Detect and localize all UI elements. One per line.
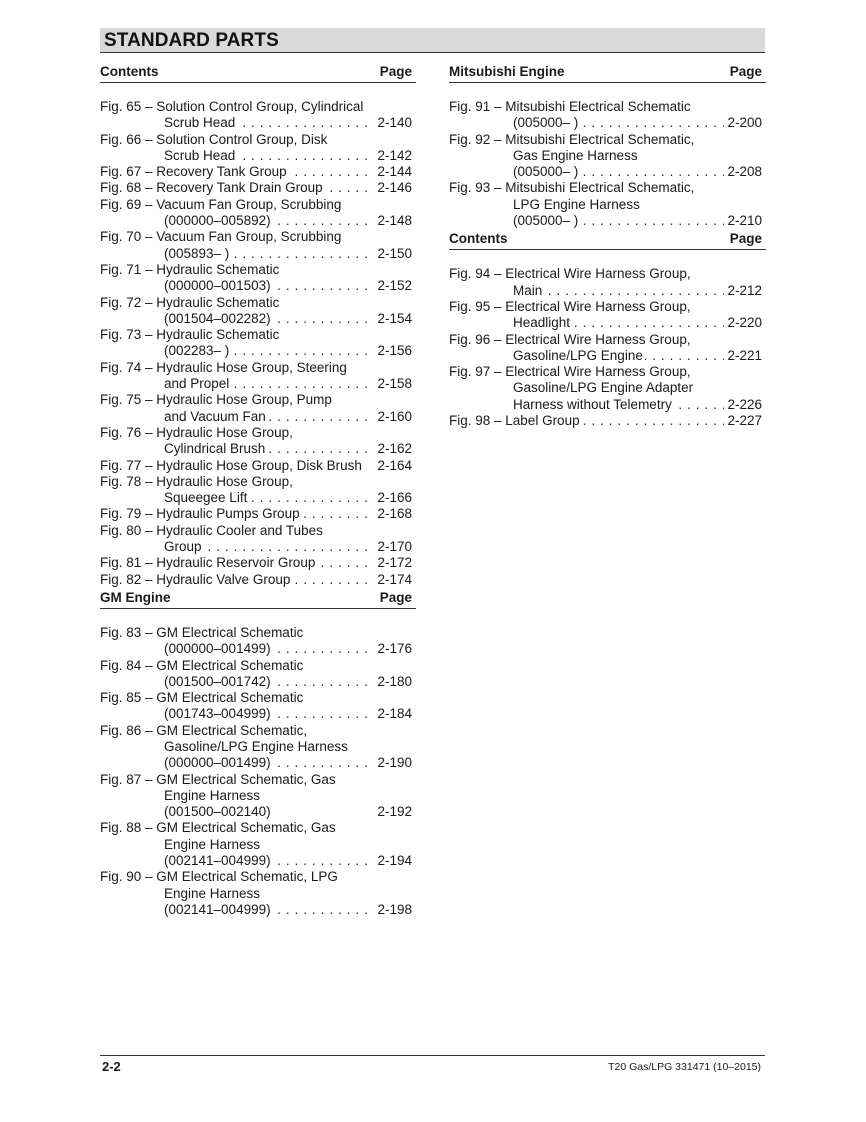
toc-entry-page: 2-154 bbox=[374, 311, 412, 327]
toc-entry-text: (000000–001503) bbox=[164, 278, 271, 294]
toc-entry-page: 2-144 bbox=[374, 164, 412, 180]
toc-entry-text: (000000–001499) bbox=[164, 641, 271, 657]
toc-entry-line bbox=[100, 343, 416, 359]
toc-entry-line bbox=[100, 115, 416, 131]
toc-entry-text: (001743–004999) bbox=[164, 706, 271, 722]
toc-entry-text: (005893– ) bbox=[164, 245, 230, 261]
toc-entry-text: Fig. 68 – Recovery Tank Drain Group bbox=[100, 180, 323, 196]
toc-entry-line bbox=[449, 283, 766, 299]
toc-entry-line bbox=[449, 99, 766, 115]
toc-entry-line bbox=[449, 197, 766, 213]
toc-entry[interactable] bbox=[449, 364, 766, 413]
right-column bbox=[449, 62, 766, 429]
toc-entry-text: Fig. 85 – GM Electrical Schematic bbox=[100, 690, 304, 706]
toc-entry-line bbox=[449, 397, 766, 413]
section-title: GM Engine bbox=[100, 589, 171, 605]
toc-entry[interactable] bbox=[449, 266, 766, 299]
toc-entry[interactable] bbox=[100, 262, 416, 295]
toc-entry-line bbox=[100, 723, 416, 739]
section-page-heading: Page bbox=[729, 231, 762, 247]
toc-entry-page: 2-180 bbox=[374, 674, 412, 690]
toc-entry[interactable] bbox=[100, 458, 416, 474]
toc-entry-text: Fig. 82 – Hydraulic Valve Group bbox=[100, 571, 291, 587]
toc-entry-line bbox=[100, 555, 416, 571]
toc-entry-line bbox=[100, 674, 416, 690]
toc-entry-page: 2-198 bbox=[374, 902, 412, 918]
toc-entry-page: 2-176 bbox=[374, 641, 412, 657]
toc-entry-text: Engine Harness bbox=[164, 885, 261, 901]
toc-entry-text: Fig. 66 – Solution Control Group, Disk bbox=[100, 131, 328, 147]
toc-entry-line bbox=[100, 755, 416, 771]
section-page-heading: Page bbox=[379, 589, 412, 605]
toc-entry[interactable] bbox=[100, 425, 416, 458]
toc-entry-text: LPG Engine Harness bbox=[513, 196, 640, 212]
toc-entry-text: Engine Harness bbox=[164, 787, 261, 803]
toc-entry-line bbox=[449, 266, 766, 282]
toc-entry-text: (005000– ) bbox=[513, 213, 579, 229]
toc-entry-text: (001500–002140) bbox=[164, 804, 271, 820]
toc-entry-line bbox=[100, 213, 416, 229]
toc-entry-text: Fig. 91 – Mitsubishi Electrical Schematic bbox=[449, 99, 691, 114]
toc-entry[interactable] bbox=[100, 474, 416, 507]
toc-entry-line bbox=[100, 295, 416, 311]
toc-entry-text: Fig. 86 – GM Electrical Schematic, bbox=[100, 722, 308, 738]
toc-entry-line bbox=[100, 886, 416, 902]
toc-entry-page: 2-158 bbox=[374, 376, 412, 392]
toc-entry-line bbox=[100, 625, 416, 641]
toc-entry-text: Fig. 69 – Vacuum Fan Group, Scrubbing bbox=[100, 196, 342, 212]
toc-entry-line bbox=[100, 441, 416, 457]
toc-entry-text: (001504–002282) bbox=[164, 310, 271, 326]
toc-entry-line bbox=[100, 641, 416, 657]
toc-entry-line bbox=[449, 164, 766, 180]
section-title: Mitsubishi Engine bbox=[449, 64, 565, 79]
toc-entry-text: Fig. 76 – Hydraulic Hose Group, bbox=[100, 424, 293, 440]
toc-entry-text: Group bbox=[164, 539, 202, 555]
toc-entry-text: Gas Engine Harness bbox=[513, 147, 638, 163]
toc-entry[interactable] bbox=[100, 229, 416, 262]
toc-entry[interactable] bbox=[100, 327, 416, 360]
toc-entry-text: Fig. 83 – GM Electrical Schematic bbox=[100, 624, 304, 640]
toc-entry-text: Fig. 75 – Hydraulic Hose Group, Pump bbox=[100, 392, 332, 408]
toc-entry-line bbox=[100, 311, 416, 327]
toc-entry-text: Fig. 90 – GM Electrical Schematic, LPG bbox=[100, 869, 338, 885]
toc-entry[interactable] bbox=[100, 690, 416, 723]
toc-entry-text: (002283– ) bbox=[164, 343, 230, 359]
toc-entry-line bbox=[100, 658, 416, 674]
toc-entry-line bbox=[100, 772, 416, 788]
toc-entry-page: 2-226 bbox=[724, 397, 762, 413]
toc-entry-text: (001500–001742) bbox=[164, 673, 271, 689]
toc-entry-page: 2-172 bbox=[374, 555, 412, 571]
toc-entry[interactable] bbox=[100, 164, 416, 180]
toc-entry-line bbox=[100, 327, 416, 343]
toc-entry-line bbox=[100, 902, 416, 918]
toc-entry-text: Fig. 77 – Hydraulic Hose Group, Disk Brush bbox=[100, 457, 362, 473]
toc-entry-page: 2-208 bbox=[724, 164, 762, 180]
toc-entry-line bbox=[100, 572, 416, 588]
toc-entry-line bbox=[449, 413, 766, 429]
toc-entry-page: 2-140 bbox=[374, 115, 412, 131]
toc-entry-line bbox=[449, 332, 766, 348]
toc-entry[interactable] bbox=[100, 625, 416, 658]
toc-entry-page: 2-212 bbox=[724, 283, 762, 299]
toc-entry[interactable] bbox=[100, 658, 416, 691]
toc-entry-text: Fig. 70 – Vacuum Fan Group, Scrubbing bbox=[100, 229, 342, 245]
toc-entry-text: Fig. 98 – Label Group bbox=[449, 413, 580, 429]
toc-entry-text: Fig. 93 – Mitsubishi Electrical Schematic, bbox=[449, 180, 695, 196]
toc-entry-line bbox=[100, 229, 416, 245]
toc-entry-page: 2-168 bbox=[374, 506, 412, 522]
toc-entry-page: 2-166 bbox=[374, 490, 412, 506]
toc-entry-line bbox=[100, 853, 416, 869]
toc-entry-text: Fig. 79 – Hydraulic Pumps Group bbox=[100, 506, 300, 522]
toc-entry-text: Fig. 67 – Recovery Tank Group bbox=[100, 164, 287, 180]
toc-entry[interactable] bbox=[100, 197, 416, 230]
toc-entry-page: 2-194 bbox=[374, 853, 412, 869]
toc-entry-page: 2-192 bbox=[374, 804, 412, 820]
toc-entry-text: Fig. 92 – Mitsubishi Electrical Schematic, bbox=[449, 131, 695, 147]
title-bar bbox=[100, 28, 765, 53]
toc-entry-page: 2-148 bbox=[374, 213, 412, 229]
toc-entry-line bbox=[449, 148, 766, 164]
toc-entry-page: 2-221 bbox=[724, 348, 762, 364]
toc-entry-line bbox=[100, 706, 416, 722]
toc-entry-text: (005000– ) bbox=[513, 164, 579, 180]
toc-entry-line bbox=[100, 474, 416, 490]
toc-entry[interactable] bbox=[100, 869, 416, 918]
toc-entry-text: Gasoline/LPG Engine Harness bbox=[164, 738, 348, 754]
footer-page-number: 2-2 bbox=[102, 1059, 121, 1074]
left-column bbox=[100, 62, 416, 918]
section-header bbox=[449, 62, 766, 83]
toc-entry-page: 2-220 bbox=[724, 315, 762, 331]
toc-entry-text: Gasoline/LPG Engine Adapter bbox=[513, 380, 694, 396]
toc-entry-text: Fig. 74 – Hydraulic Hose Group, Steering bbox=[100, 359, 347, 375]
toc-entry-line bbox=[100, 539, 416, 555]
toc-entry-line bbox=[100, 409, 416, 425]
toc-entry[interactable] bbox=[100, 506, 416, 522]
toc-entry-line bbox=[100, 99, 416, 115]
toc-entry-text: Harness without Telemetry bbox=[513, 396, 672, 412]
toc-entry-line bbox=[449, 180, 766, 196]
footer bbox=[100, 1055, 765, 1074]
toc-entry-text: Fig. 88 – GM Electrical Schematic, Gas bbox=[100, 820, 336, 836]
toc-entry-text: Fig. 65 – Solution Control Group, Cylindrical bbox=[100, 99, 364, 114]
toc-entry-line bbox=[100, 278, 416, 294]
toc-entry-page: 2-152 bbox=[374, 278, 412, 294]
toc-entry[interactable] bbox=[100, 572, 416, 588]
toc-entry-text: Fig. 71 – Hydraulic Schematic bbox=[100, 261, 280, 277]
toc-entry[interactable] bbox=[100, 360, 416, 393]
toc-entry-page: 2-170 bbox=[374, 539, 412, 555]
toc-entry-line bbox=[449, 364, 766, 380]
toc-entry-line bbox=[100, 262, 416, 278]
section-header bbox=[100, 588, 416, 609]
toc-entry-line bbox=[100, 164, 416, 180]
toc-entry-line bbox=[100, 690, 416, 706]
toc-entry-page: 2-174 bbox=[374, 572, 412, 588]
toc-entry-text: Gasoline/LPG Engine bbox=[513, 347, 643, 363]
toc-entry[interactable] bbox=[100, 723, 416, 772]
toc-entry-text: (002141–004999) bbox=[164, 853, 271, 869]
toc-entry-text: Squeegee Lift bbox=[164, 490, 248, 506]
toc-entry-text: and Propel bbox=[164, 376, 230, 392]
toc-entry-line bbox=[100, 180, 416, 196]
toc-entry-page: 2-200 bbox=[724, 115, 762, 131]
toc-entry-text: (000000–001499) bbox=[164, 755, 271, 771]
toc-entry-page: 2-164 bbox=[374, 458, 412, 474]
toc-entry-line bbox=[100, 739, 416, 755]
toc-entry-line bbox=[100, 376, 416, 392]
toc-entry-text: Fig. 78 – Hydraulic Hose Group, bbox=[100, 473, 293, 489]
toc-entry-page: 2-227 bbox=[724, 413, 762, 429]
toc-entry-line bbox=[100, 523, 416, 539]
toc-entry-line bbox=[100, 788, 416, 804]
toc-entry-line bbox=[100, 425, 416, 441]
toc-entry-page: 2-184 bbox=[374, 706, 412, 722]
toc-entry-page: 2-160 bbox=[374, 409, 412, 425]
toc-entry-text: Fig. 95 – Electrical Wire Harness Group, bbox=[449, 298, 691, 314]
section-page-heading: Page bbox=[729, 64, 762, 79]
section-title: Contents bbox=[100, 64, 159, 79]
toc-entry-line bbox=[100, 197, 416, 213]
toc-entry-text: Fig. 87 – GM Electrical Schematic, Gas bbox=[100, 771, 336, 787]
section-title: Contents bbox=[449, 231, 508, 247]
toc-entry[interactable] bbox=[100, 132, 416, 165]
toc-entry-text: Scrub Head bbox=[164, 115, 236, 131]
toc-entry-line bbox=[100, 837, 416, 853]
toc-entry[interactable] bbox=[100, 295, 416, 328]
toc-entry[interactable] bbox=[100, 99, 416, 132]
toc-entry-text: Headlight bbox=[513, 315, 571, 331]
toc-entry-page: 2-150 bbox=[374, 246, 412, 262]
toc-entry-text: Fig. 84 – GM Electrical Schematic bbox=[100, 657, 304, 673]
page-title: STANDARD PARTS bbox=[104, 30, 279, 51]
toc-entry-text: Main bbox=[513, 282, 543, 298]
toc-entry-line bbox=[100, 490, 416, 506]
toc-entry[interactable] bbox=[449, 299, 766, 332]
toc-entry-line bbox=[100, 458, 416, 474]
toc-entry-text: Fig. 97 – Electrical Wire Harness Group, bbox=[449, 364, 691, 380]
toc-entry-page: 2-210 bbox=[724, 213, 762, 229]
toc-entry[interactable] bbox=[100, 180, 416, 196]
toc-entry-line bbox=[100, 506, 416, 522]
toc-entry-line bbox=[449, 115, 766, 131]
section-page-heading: Page bbox=[379, 64, 412, 79]
toc-entry-text: Fig. 80 – Hydraulic Cooler and Tubes bbox=[100, 522, 323, 538]
toc-entry[interactable] bbox=[449, 132, 766, 181]
section-header bbox=[449, 229, 766, 250]
toc-entry-line bbox=[100, 246, 416, 262]
toc-entry[interactable] bbox=[100, 820, 416, 869]
toc-entry-line bbox=[100, 869, 416, 885]
toc-entry-text: Engine Harness bbox=[164, 836, 261, 852]
toc-entry-line bbox=[100, 392, 416, 408]
toc-entry[interactable] bbox=[100, 772, 416, 821]
toc-entry-page: 2-142 bbox=[374, 148, 412, 164]
toc-entry-line bbox=[449, 299, 766, 315]
toc-entry-text: (002141–004999) bbox=[164, 901, 271, 917]
toc-entry-text: and Vacuum Fan bbox=[164, 408, 266, 424]
toc-entry-text: Scrub Head bbox=[164, 147, 236, 163]
toc-entry-page: 2-156 bbox=[374, 343, 412, 359]
toc-entry-line bbox=[100, 148, 416, 164]
toc-entry-text: Fig. 73 – Hydraulic Schematic bbox=[100, 327, 280, 343]
footer-document-id: T20 Gas/LPG 331471 (10–2015) bbox=[608, 1061, 761, 1073]
toc-entry-text: Fig. 72 – Hydraulic Schematic bbox=[100, 294, 280, 310]
toc-entry-line bbox=[449, 315, 766, 331]
toc-entry-line bbox=[449, 348, 766, 364]
toc-entry[interactable] bbox=[100, 555, 416, 571]
toc-entry-page: 2-146 bbox=[374, 180, 412, 196]
toc-entry[interactable] bbox=[100, 392, 416, 425]
toc-entry-line bbox=[100, 820, 416, 836]
toc-entry-text: (000000–005892) bbox=[164, 213, 271, 229]
toc-entry[interactable] bbox=[449, 413, 766, 429]
toc-entry-page: 2-162 bbox=[374, 441, 412, 457]
toc-entry-line bbox=[100, 360, 416, 376]
section-header bbox=[100, 62, 416, 83]
toc-entry[interactable] bbox=[449, 99, 766, 132]
toc-entry-line bbox=[100, 804, 416, 820]
toc-entry-text: (005000– ) bbox=[513, 115, 579, 131]
toc-entry[interactable] bbox=[449, 180, 766, 229]
toc-entry[interactable] bbox=[449, 332, 766, 365]
toc-entry-line bbox=[100, 132, 416, 148]
toc-entry[interactable] bbox=[100, 523, 416, 556]
toc-entry-line bbox=[449, 380, 766, 396]
toc-entry-line bbox=[449, 213, 766, 229]
toc-entry-text: Fig. 96 – Electrical Wire Harness Group, bbox=[449, 331, 691, 347]
toc-entry-page: 2-190 bbox=[374, 755, 412, 771]
toc-entry-text: Cylindrical Brush bbox=[164, 441, 266, 457]
toc-entry-text: Fig. 81 – Hydraulic Reservoir Group bbox=[100, 555, 316, 571]
toc-entry-text: Fig. 94 – Electrical Wire Harness Group, bbox=[449, 266, 691, 282]
toc-entry-line bbox=[449, 132, 766, 148]
